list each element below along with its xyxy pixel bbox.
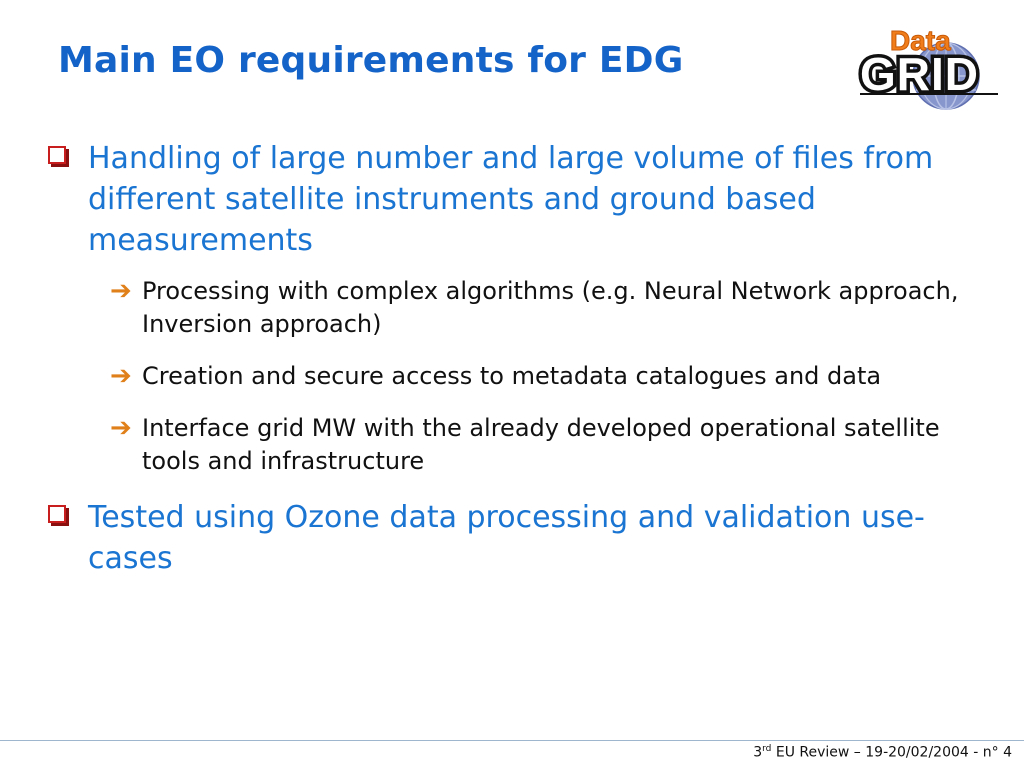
arrow-right-icon: ➔ [110, 413, 132, 443]
square-bullet-icon [48, 505, 66, 523]
logo-grid-text: GRID [860, 48, 979, 100]
footer-ordinal-suffix: rd [762, 744, 772, 754]
arrow-right-icon: ➔ [110, 361, 132, 391]
datagrid-logo [856, 24, 1006, 112]
footer-divider [0, 740, 1024, 741]
sub-bullet-text: Processing with complex algorithms (e.g. Neural Network approach, Inversion approach) [142, 277, 959, 338]
bullet-text: Handling of large number and large volume of files from different satellite instruments and ground based measurements [88, 141, 934, 258]
footer-text: EU Review – 19-20/02/2004 - n° 4 [771, 744, 1012, 761]
slide-footer [753, 744, 1012, 761]
sub-bullet-text: Creation and secure access to metadata catalogues and data [142, 362, 882, 390]
sub-bullet-item [110, 275, 978, 341]
sub-bullet-list [110, 275, 978, 478]
sub-bullet-text: Interface grid MW with the already developed operational satellite tools and infrastructure [142, 414, 940, 475]
sub-bullet-item [110, 360, 978, 393]
logo-data-text: Data [890, 25, 951, 56]
sub-bullet-item [110, 412, 978, 478]
bullet-text: Tested using Ozone data processing and validation use-cases [88, 500, 925, 576]
bullet-item [48, 138, 978, 261]
square-bullet-icon [48, 146, 66, 164]
footer-ordinal: 3 [753, 744, 763, 761]
bullet-item [48, 497, 978, 579]
datagrid-logo-graphic [856, 24, 1006, 112]
slide-title: Main EO requirements for EDG [58, 40, 684, 81]
arrow-right-icon: ➔ [110, 276, 132, 306]
slide-body [48, 138, 978, 579]
